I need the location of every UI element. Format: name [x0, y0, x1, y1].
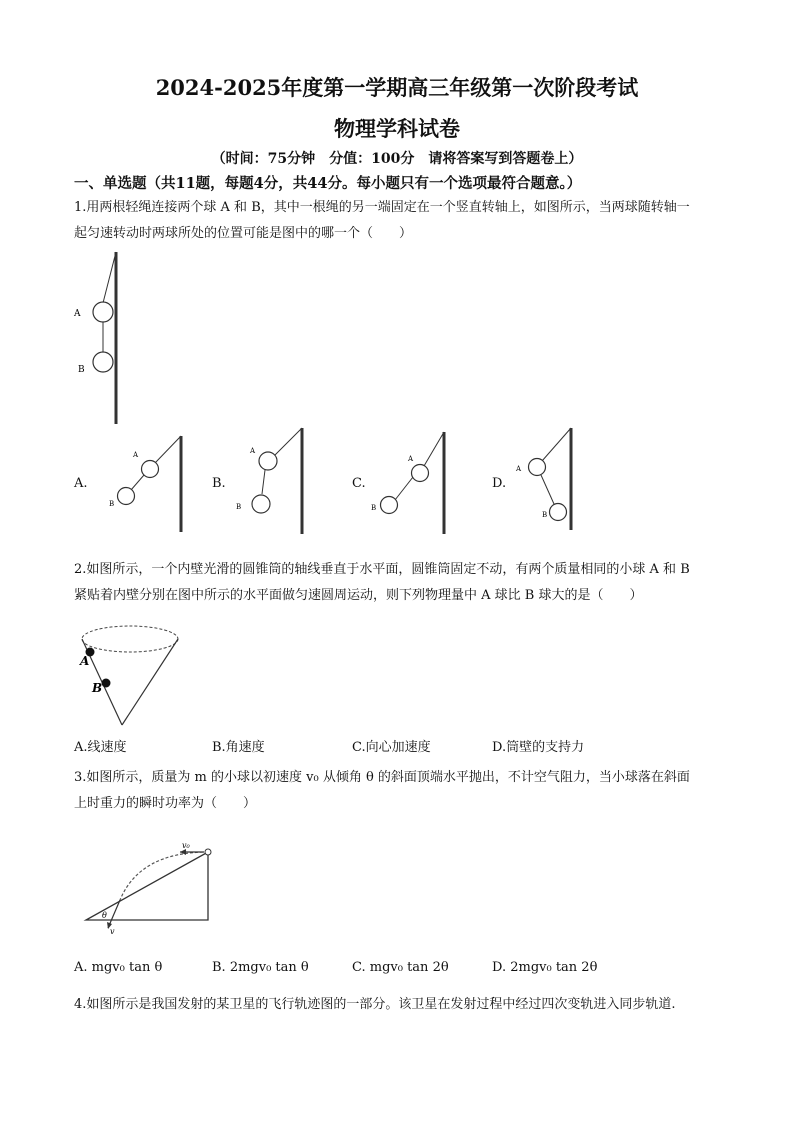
q1-option-d[interactable]: D.	[492, 476, 507, 491]
q1-ball-b	[93, 352, 113, 372]
q1-b-ball-b	[252, 495, 270, 513]
question-1-line-2: 起匀速转动时两球所处的位置可能是图中的哪一个（ ）	[74, 226, 413, 241]
q1-option-b-figure	[232, 424, 312, 539]
q1-main-figure	[70, 248, 130, 428]
svg-text:B: B	[542, 511, 548, 519]
q2-cone-rim	[82, 626, 178, 652]
svg-text:B: B	[236, 503, 242, 511]
q1-option-c-figure	[368, 428, 458, 538]
q3-incline-figure	[80, 838, 220, 938]
q1-option-a-figure	[110, 432, 190, 537]
q1-c-ball-a	[412, 465, 429, 482]
q1-a-ball-a	[142, 461, 159, 478]
q3-theta-label: θ	[102, 911, 107, 920]
question-4	[74, 992, 724, 1018]
q1-label-b: B	[78, 365, 85, 375]
q3-ball	[205, 849, 211, 855]
svg-text:A: A	[516, 465, 522, 473]
svg-text:A: A	[250, 447, 256, 455]
q3-option-c[interactable]: C. mgv₀ tan 2θ	[352, 960, 449, 975]
q1-ball-a	[93, 302, 113, 322]
q1-string-top	[103, 252, 116, 303]
q3-option-b[interactable]: B. 2mgv₀ tan θ	[212, 960, 309, 975]
question-1	[74, 195, 724, 247]
question-3-line-2: 上时重力的瞬时功率为（ ）	[74, 796, 257, 811]
q1-option-d-figure	[512, 424, 582, 534]
q2-label-a: A	[80, 654, 90, 668]
q1-c-ball-b	[381, 497, 398, 514]
q3-v-label: v	[110, 927, 115, 936]
section-heading: 一、单选题（共11题，每题4分，共44分。每小题只有一个选项最符合题意。）	[74, 175, 582, 192]
q1-option-b[interactable]: B.	[212, 476, 226, 491]
q1-d-ball-b	[550, 504, 567, 521]
q2-ball-b	[102, 679, 111, 688]
q3-option-a[interactable]: A. mgv₀ tan θ	[74, 960, 163, 975]
question-3-line-1: 3.如图所示，质量为 m 的小球以初速度 v₀ 从倾角 θ 的斜面顶端水平抛出，不计空气阻力，当小球落在斜面	[74, 770, 690, 785]
q1-d-ball-a	[529, 459, 546, 476]
q2-cone-figure	[74, 615, 184, 730]
q3-v0-label: v₀	[182, 841, 190, 850]
q2-option-b[interactable]: B.角速度	[212, 740, 265, 755]
question-3	[74, 765, 724, 817]
question-2-line-1: 2.如图所示，一个内壁光滑的圆锥筒的轴线垂直于水平面，圆锥筒固定不动，有两个质量相同的小球 A 和 B	[74, 562, 690, 577]
q2-option-c[interactable]: C.向心加速度	[352, 740, 431, 755]
svg-text:A: A	[133, 451, 139, 459]
q2-label-b: B	[92, 681, 103, 695]
svg-text:B: B	[109, 500, 115, 508]
q1-option-c[interactable]: C.	[352, 476, 366, 491]
question-1-line-1: 1.用两根轻绳连接两个球 A 和 B，其中一根绳的另一端固定在一个竖直转轴上，如图所示，当两球随转轴一	[74, 200, 690, 215]
q1-label-a: A	[74, 309, 81, 319]
question-2	[74, 557, 724, 609]
svg-text:B: B	[371, 504, 377, 512]
q1-b-ball-a	[259, 452, 277, 470]
subject-title: 物理学科试卷	[334, 116, 460, 141]
q3-option-d[interactable]: D. 2mgv₀ tan 2θ	[492, 960, 598, 975]
q1-a-ball-b	[118, 488, 135, 505]
q2-option-d[interactable]: D.筒壁的支持力	[492, 740, 585, 755]
question-2-line-2: 紧贴着内壁分别在图中所示的水平面做匀速圆周运动，则下列物理量中 A 球比 B 球大的是（ ）	[74, 588, 643, 603]
q1-option-a[interactable]: A.	[74, 476, 88, 491]
question-4-line-1: 4.如图所示是我国发射的某卫星的飞行轨迹图的一部分。该卫星在发射过程中经过四次变轨进入同步轨道.	[74, 997, 676, 1012]
svg-text:A: A	[408, 455, 414, 463]
q2-option-a[interactable]: A.线速度	[74, 740, 127, 755]
exam-title: 2024-2025年度第一学期高三年级第一次阶段考试	[155, 75, 639, 100]
exam-info: （时间：75分钟 分值：100分 请将答案写到答题卷上）	[211, 151, 583, 167]
q3-incline	[86, 852, 208, 920]
